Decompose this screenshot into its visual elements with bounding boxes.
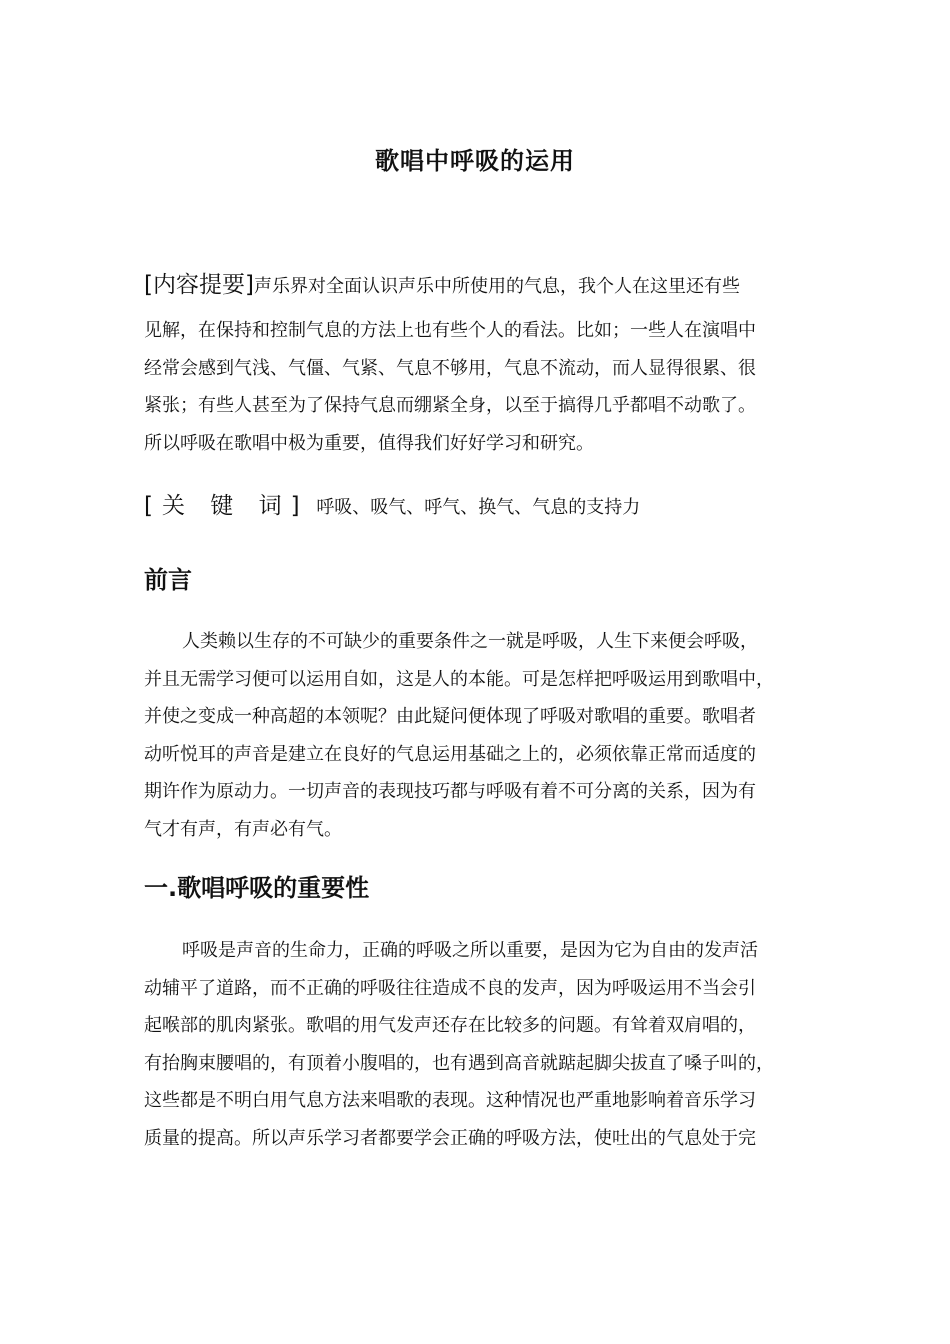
preface-line-4: 动听悦耳的声音是建立在良好的气息运用基础之上的，必须依靠正常而适度的 xyxy=(144,743,756,765)
abstract-line-5: 所以呼吸在歌唱中极为重要，值得我们好好学习和研究。 xyxy=(144,432,594,454)
importance-paragraph xyxy=(144,932,806,1157)
preface-line-5: 期许作为原动力。一切声音的表现技巧都与呼吸有着不可分离的关系，因为有 xyxy=(144,781,756,802)
abstract-line-1: 声乐界对全面认识声乐中所使用的气息，我个人在这里还有些 xyxy=(253,276,740,297)
keywords-text: 呼吸、吸气、呼气、换气、气息的支持力 xyxy=(316,497,641,518)
preface-line-6: 气才有声，有声必有气。 xyxy=(144,818,342,840)
importance-line-4: 有抬胸束腰唱的，有顶着小腹唱的，也有遇到高音就踮起脚尖拔直了嗓子叫的， xyxy=(144,1052,774,1074)
section-heading-importance: 一.歌唱呼吸的重要性 xyxy=(144,874,370,902)
preface-line-2: 并且无需学习便可以运用自如，这是人的本能。可是怎样把呼吸运用到歌唱中， xyxy=(144,668,774,690)
section-heading-preface: 前言 xyxy=(144,566,192,594)
importance-line-1: 呼吸是声音的生命力，正确的呼吸之所以重要，是因为它为自由的发声活 xyxy=(182,940,758,961)
preface-line-3: 并使之变成一种高超的本领呢？由此疑问便体现了呼吸对歌唱的重要。歌唱者 xyxy=(144,706,756,727)
abstract-first-line xyxy=(144,268,804,312)
preface-line-1: 人类赖以生存的不可缺少的重要条件之一就是呼吸，人生下来便会呼吸， xyxy=(182,631,758,652)
importance-line-6: 质量的提高。所以声乐学习者都要学会正确的呼吸方法，使吐出的气息处于完 xyxy=(144,1127,756,1149)
abstract-line-4: 紧张；有些人甚至为了保持气息而绷紧全身，以至于搞得几乎都唱不动歌了。 xyxy=(144,395,756,416)
abstract-label: [内容提要] xyxy=(144,272,254,298)
document-title: 歌唱中呼吸的运用 xyxy=(375,147,575,175)
keywords-block xyxy=(144,489,804,525)
abstract-line-2: 见解，在保持和控制气息的方法上也有些个人的看法。比如；一些人在演唱中 xyxy=(144,320,756,341)
preface-paragraph xyxy=(144,623,806,848)
importance-line-5: 这些都是不明白用气息方法来唱歌的表现。这种情况也严重地影响着音乐学习 xyxy=(144,1090,756,1111)
abstract-block xyxy=(144,268,804,462)
keywords-label: [关 键 词] xyxy=(144,493,309,519)
abstract-line-3: 经常会感到气浅、气僵、气紧、气息不够用，气息不流动，而人显得很累、很 xyxy=(144,357,756,379)
importance-line-3: 起喉部的肌肉紧张。歌唱的用气发声还存在比较多的问题。有耸着双肩唱的， xyxy=(144,1015,756,1036)
importance-line-2: 动辅平了道路，而不正确的呼吸往往造成不良的发声，因为呼吸运用不当会引 xyxy=(144,977,756,999)
